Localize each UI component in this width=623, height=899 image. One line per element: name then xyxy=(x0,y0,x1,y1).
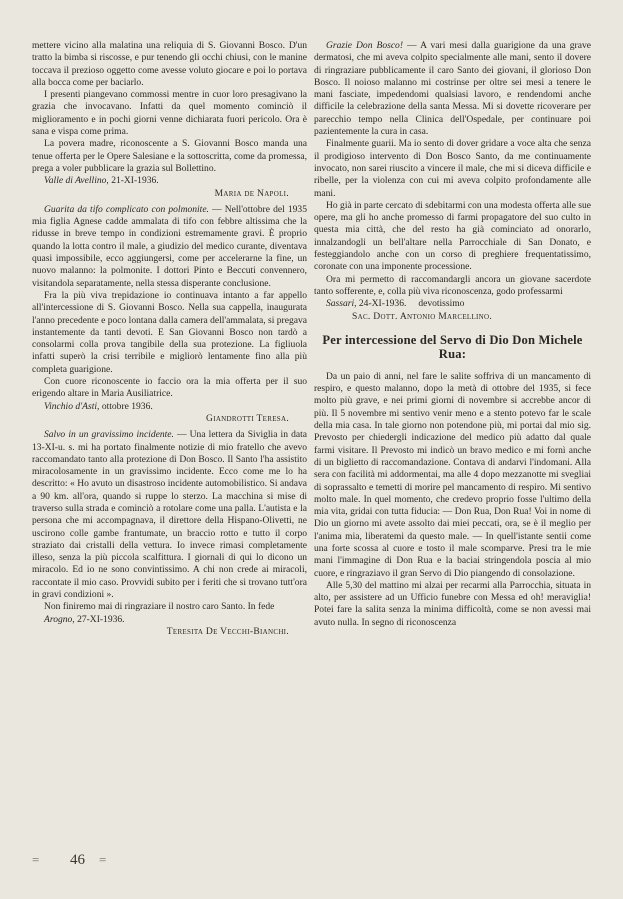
paragraph xyxy=(314,40,591,138)
paragraph xyxy=(32,204,307,290)
date: 24-XI-1936. xyxy=(358,298,407,310)
signature: Giandrotti Teresa. xyxy=(206,412,289,424)
signature: Maria de Napoli. xyxy=(214,187,289,199)
page-footer xyxy=(32,852,113,869)
footer-ornament-left: = xyxy=(32,852,40,867)
place: Arogno, xyxy=(44,613,75,625)
place-date xyxy=(32,614,307,626)
signature: Sac. Dott. Antonio Marcellino. xyxy=(352,310,493,322)
right-column xyxy=(314,40,591,629)
date: ottobre 1936. xyxy=(101,400,153,412)
place: Vinchio d'Asti, xyxy=(44,400,100,412)
place-date xyxy=(314,298,591,310)
grace-text: — A vari mesi dalla guarigione da una grave dermatosi, che mi aveva colpito specialmente alle mani, sento il dovere di ringraziare pubblicamente il caro Santo dei giovani, il glorioso Don Bosco. Il noioso malanno mi costrinse per oltre sei mesi a tenere le mani fasciate, impedendomi qualsiasi lavoro, e rendendomi anche difficile la celebrazione della santa Messa. Mi si dovette ricoverare per parecchio tempo nella Clinica dell'Ospedale, per continuare poi pazientemente la cura in casa. xyxy=(314,40,591,138)
grace-text: — Nell'ottobre del 1935 mia figlia Agnese cadde ammalata di tifo con febbre altissima che la ridusse in breve tempo in condizioni estremamente gravi. È proprio quando la lotta contro il male, a giudizio del medico curante, diventava quasi impossibile, ecco aggiungersi, come per accelerarne la fine, un nuovo malanno: la polmonite. I dottori Pinto e Beccuti convennero, visitandola separatamente, nella stessa disperante conclusione. xyxy=(32,203,307,289)
place-date xyxy=(32,401,307,413)
date: 27-XI-1936. xyxy=(77,613,125,625)
paragraph: Alle 5,30 del mattino mi alzai per recarmi alla Parrocchia, situata in alto, per assistere ad un Ufficio funebre con Messa ed oh! meraviglia! Potei fare la salita senza la minima difficoltà, come se non avessi mai avuto nulla. In segno di riconoscenza xyxy=(314,579,591,628)
closing: devotissimo xyxy=(418,298,465,310)
paragraph xyxy=(32,429,307,601)
page-number: 46 xyxy=(70,852,85,868)
paragraph: I presenti piangevano commossi mentre in cuor loro presagivano la grazia che invocavano. Infatti da quel momento cominciò il miglioramento e in pochi giorni venne dichiarata fuori pericolo. Ora è sana e vispa come prima. xyxy=(32,89,307,138)
date: 21-XI-1936. xyxy=(111,175,159,187)
place: Sassari, xyxy=(326,298,357,310)
paragraph: Non finiremo mai di ringraziare il nostro caro Santo. In fede xyxy=(44,601,275,613)
grace-title: Grazie Don Bosco! xyxy=(326,40,404,51)
left-column xyxy=(32,40,307,638)
paragraph: La povera madre, riconoscente a S. Giovanni Bosco manda una tenue offerta per le Opere Salesiane e la sottoscritta, come da promessa, prega a voler pubblicare la grazia sul Bollettino. xyxy=(32,138,307,174)
place-date xyxy=(32,175,307,187)
grace-text: — Una lettera da Siviglia in data 13-XI-u. s. mi ha portato finalmente notizie di mio fratello che avevo raccomandato tanto alla protezione di Don Bosco. Il Santo l'ha assistito miracolosamente in un gravissimo incidente. Ecco come me lo ha descritto: « Ho avuto un disastroso incidente automobilistico. Si andava a 90 km. all'ora, quando si ruppe lo sterzo. La macchina si mise di traverso sulla strada e cominciò a rotolare come una palla. L'autista e la persona che mi accompagnava, il direttore della Hispano-Olivetti, ne uscirono colle gambe frantumate, un braccio rotto e tutto il corpo straziato dai cristalli della vettura. Io invece rimasi completamente illeso, senza la più piccola scalfittura. I giornali di qui lo dicono un miracolo. Ed io ne sono convintissimo. A chi non crede ai miracoli, raccontate il mio caso. Provvidi subito per i feriti che si trovano tutt'ora in gravi condizioni ». xyxy=(32,429,307,601)
section-heading: Per intercessione del Servo di Dio Don Michele Rua: xyxy=(322,332,583,361)
paragraph: Finalmente guarii. Ma io sento di dover gridare a voce alta che senza il prodigioso intervento di Don Bosco Santo, da me continuamente invocato, non sarei riuscito a vincere il male, che mi si diceva difficile e ribelle, per la violenza con cui mi aveva colpito profondamente alle mani. xyxy=(314,138,591,199)
grace-title: Salvo in un gravissimo incidente. xyxy=(44,429,174,441)
signature: Teresita De Vecchi-Bianchi. xyxy=(166,625,289,637)
paragraph: Ho già in parte cercato di sdebitarmi con una modesta offerta alle sue opere, ma gli ho anche promesso di farmi propagatore del suo culto in questa mia città, che del resto ha già cominciato ad onorarlo, innalzandogli un bell'altare nella Parrocchiale di San Donato, e festeggiandolo anche con un corso di preghiere frequentatissimo, coronate con una imponente processione. xyxy=(314,199,591,273)
place: Valle di Avellino, xyxy=(44,175,109,187)
footer-ornament-right: = xyxy=(99,852,107,867)
paragraph: Con cuore riconoscente io faccio ora la mia offerta per il suo erigendo altare in Maria Ausiliatrice. xyxy=(32,376,307,400)
grace-title: Guarita da tifo complicato con polmonite. xyxy=(44,203,209,215)
paragraph: Fra la più viva trepidazione io continuava intanto a far appello all'intercessione di S. Giovanni Bosco. Nella sua cappella, inaugurata l'anno precedente e poco lontana dalla camera dell'ammalata, si pregava instantemente da tanti devoti. E San Giovanni Bosco non tardò a consolarmi colla prova tangibile della sua protezione. La figliuola infatti superò la crisi terribile e migliorò lentamente fino alla più completa guarigione. xyxy=(32,289,307,375)
paragraph: mettere vicino alla malatina una reliquia di S. Giovanni Bosco. D'un tratto la bimba si riscosse, e pur tenendo gli occhi chiusi, con le manine toccava il prezioso oggetto come avesse voluto giocare e poi lo portava alla bocca come per baciarlo. xyxy=(32,40,307,88)
paragraph: Ora mi permetto di raccomandargli ancora un giovane sacerdote tanto sofferente, e, colla più viva riconoscenza, godo professarmi xyxy=(314,273,591,297)
paragraph: Da un paio di anni, nel fare le salite soffriva di un mancamento di respiro, e questo malanno, dopo la metà di ottobre del 1935, si fece molto più grave, e nei primi giorni di novembre si accrebbe ancor di più. Il 5 novembre mi sentivo venir meno e a stento potevo far le scale della mia casa. In tale giorno non potendone più, mi portai dal mio sig. Prevosto per chiedergli indicazione del medico più adatto dal quale farmi visitare. Il Prevosto mi indicò un bravo medico e mi fornì anche di un biglietto di raccomandazione. Contava di andarvi l'indomani. Alla sera con facilità mi addormentai, ma alle 4 dopo mezzanotte mi svegliai di soprassalto e temetti di morire pel mancamento di respiro. Mi sentivo molto male. In quel momento, che credevo proprio fosse l'ultimo della mia vita, gridai con tutta fiducia: — Don Rua, Don Rua! Voi in nome di Dio un giorno mi avete assolto dai miei peccati, ora, se è il meglio per l'anima mia, liberatemi da questo male. — In quell'istante sentii come una forte scossa al cuore e tosto il male scomparve. Presi tra le mie mani l'immagine di Don Rua e la baciai stringendola poscia al mio cuore, e ringraziavo il gran Servo di Dio piangendo di consolazione. xyxy=(314,370,591,579)
